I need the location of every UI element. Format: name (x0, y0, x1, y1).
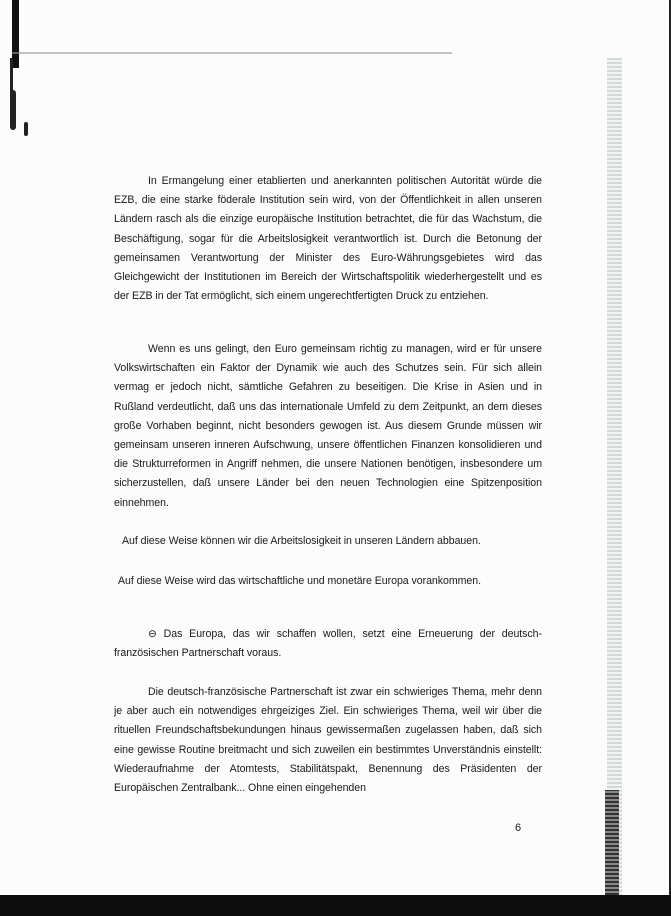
paragraph-unemployment: Auf diese Weise können wir die Arbeitslosigkeit in unseren Ländern abbauen. (122, 535, 481, 547)
scan-artifact-left-bar (12, 0, 19, 68)
scan-artifact-blot (24, 122, 28, 136)
paragraph-partnership: Die deutsch-französische Partnerschaft ist zwar ein schwieriges Thema, mehr denn je aber auch ein notwendiges ehrgeiziges Ziel. Ein schwieriges Thema, weil wir über die rituellen Freundschaftsbekundungen hinaus gewissermaßen zugelassen haben, daß sich eine gewisse Routine breitmacht und sich zuweilen ein bestimmtes Unverständnis einstellt: Wiederaufnahme der Atomtests, Stabilitätspakt, Benennung des Präsidenten der Europäischen Zentralbank... Ohne einen eingehenden (114, 686, 542, 795)
scan-artifact-blot (10, 90, 16, 130)
paragraph-euro-management: Wenn es uns gelingt, den Euro gemeinsam richtig zu managen, wird er für unsere Volkswirtschaften ein Faktor der Dynamik wie auch des Schutzes sein. Für sich allein vermag er jedoch nicht, sämtliche Gefahren zu beseitigen. Die Krise in Asien und in Rußland verdeutlicht, daß uns das internationale Umfeld zu dem Zeitpunkt, an dem dieses große Vorhaben beginnt, nicht besonders gewogen ist. Aus diesem Grunde müssen wir gemeinsam unseren inneren Aufschwung, unsere öffentlichen Finanzen konsolidieren und die Strukturreformen in Angriff nehmen, die unsere Nationen benötigen, insbesondere um sicherzustellen, daß unsere Länder bei den neuen Technologien eine Spitzenposition einnehmen. (114, 343, 542, 509)
scan-artifact-top-line (12, 52, 452, 54)
paragraph-ezb-authority: In Ermangelung einer etablierten und anerkannten politischen Autorität würde die EZB, die eine starke föderale Institution sein wird, von der Öffentlichkeit in allen unseren Ländern rasch als die einzige europäische Institution betrachtet, die für das Wachstum, die Beschäftigung, sogar für die Arbeitslosigkeit verantwortlich ist. Durch die Betonung der gemeinsamen Verantwortung der Minister des Euro-Währungsgebietes wird das Gleichgewicht der Institutionen im Bereich der Wirtschaftspolitik wiederhergestellt und es der EZB in der Tat ermöglicht, sich einem ungerechtfertigten Druck zu entziehen. (114, 175, 542, 303)
paragraph-partnership-heading: ⊖ Das Europa, das wir schaffen wollen, setzt eine Erneuerung der deutsch-französischen Partnerschaft voraus. (114, 628, 542, 660)
scan-artifact-right-shadow (607, 58, 622, 896)
page-number: 6 (515, 822, 522, 834)
paragraph-economic-europe: Auf diese Weise wird das wirtschaftliche und monetäre Europa vorankommen. (118, 575, 481, 587)
scan-artifact-right-shadow-dark (605, 790, 619, 895)
scan-artifact-bottom-bar (0, 895, 671, 916)
